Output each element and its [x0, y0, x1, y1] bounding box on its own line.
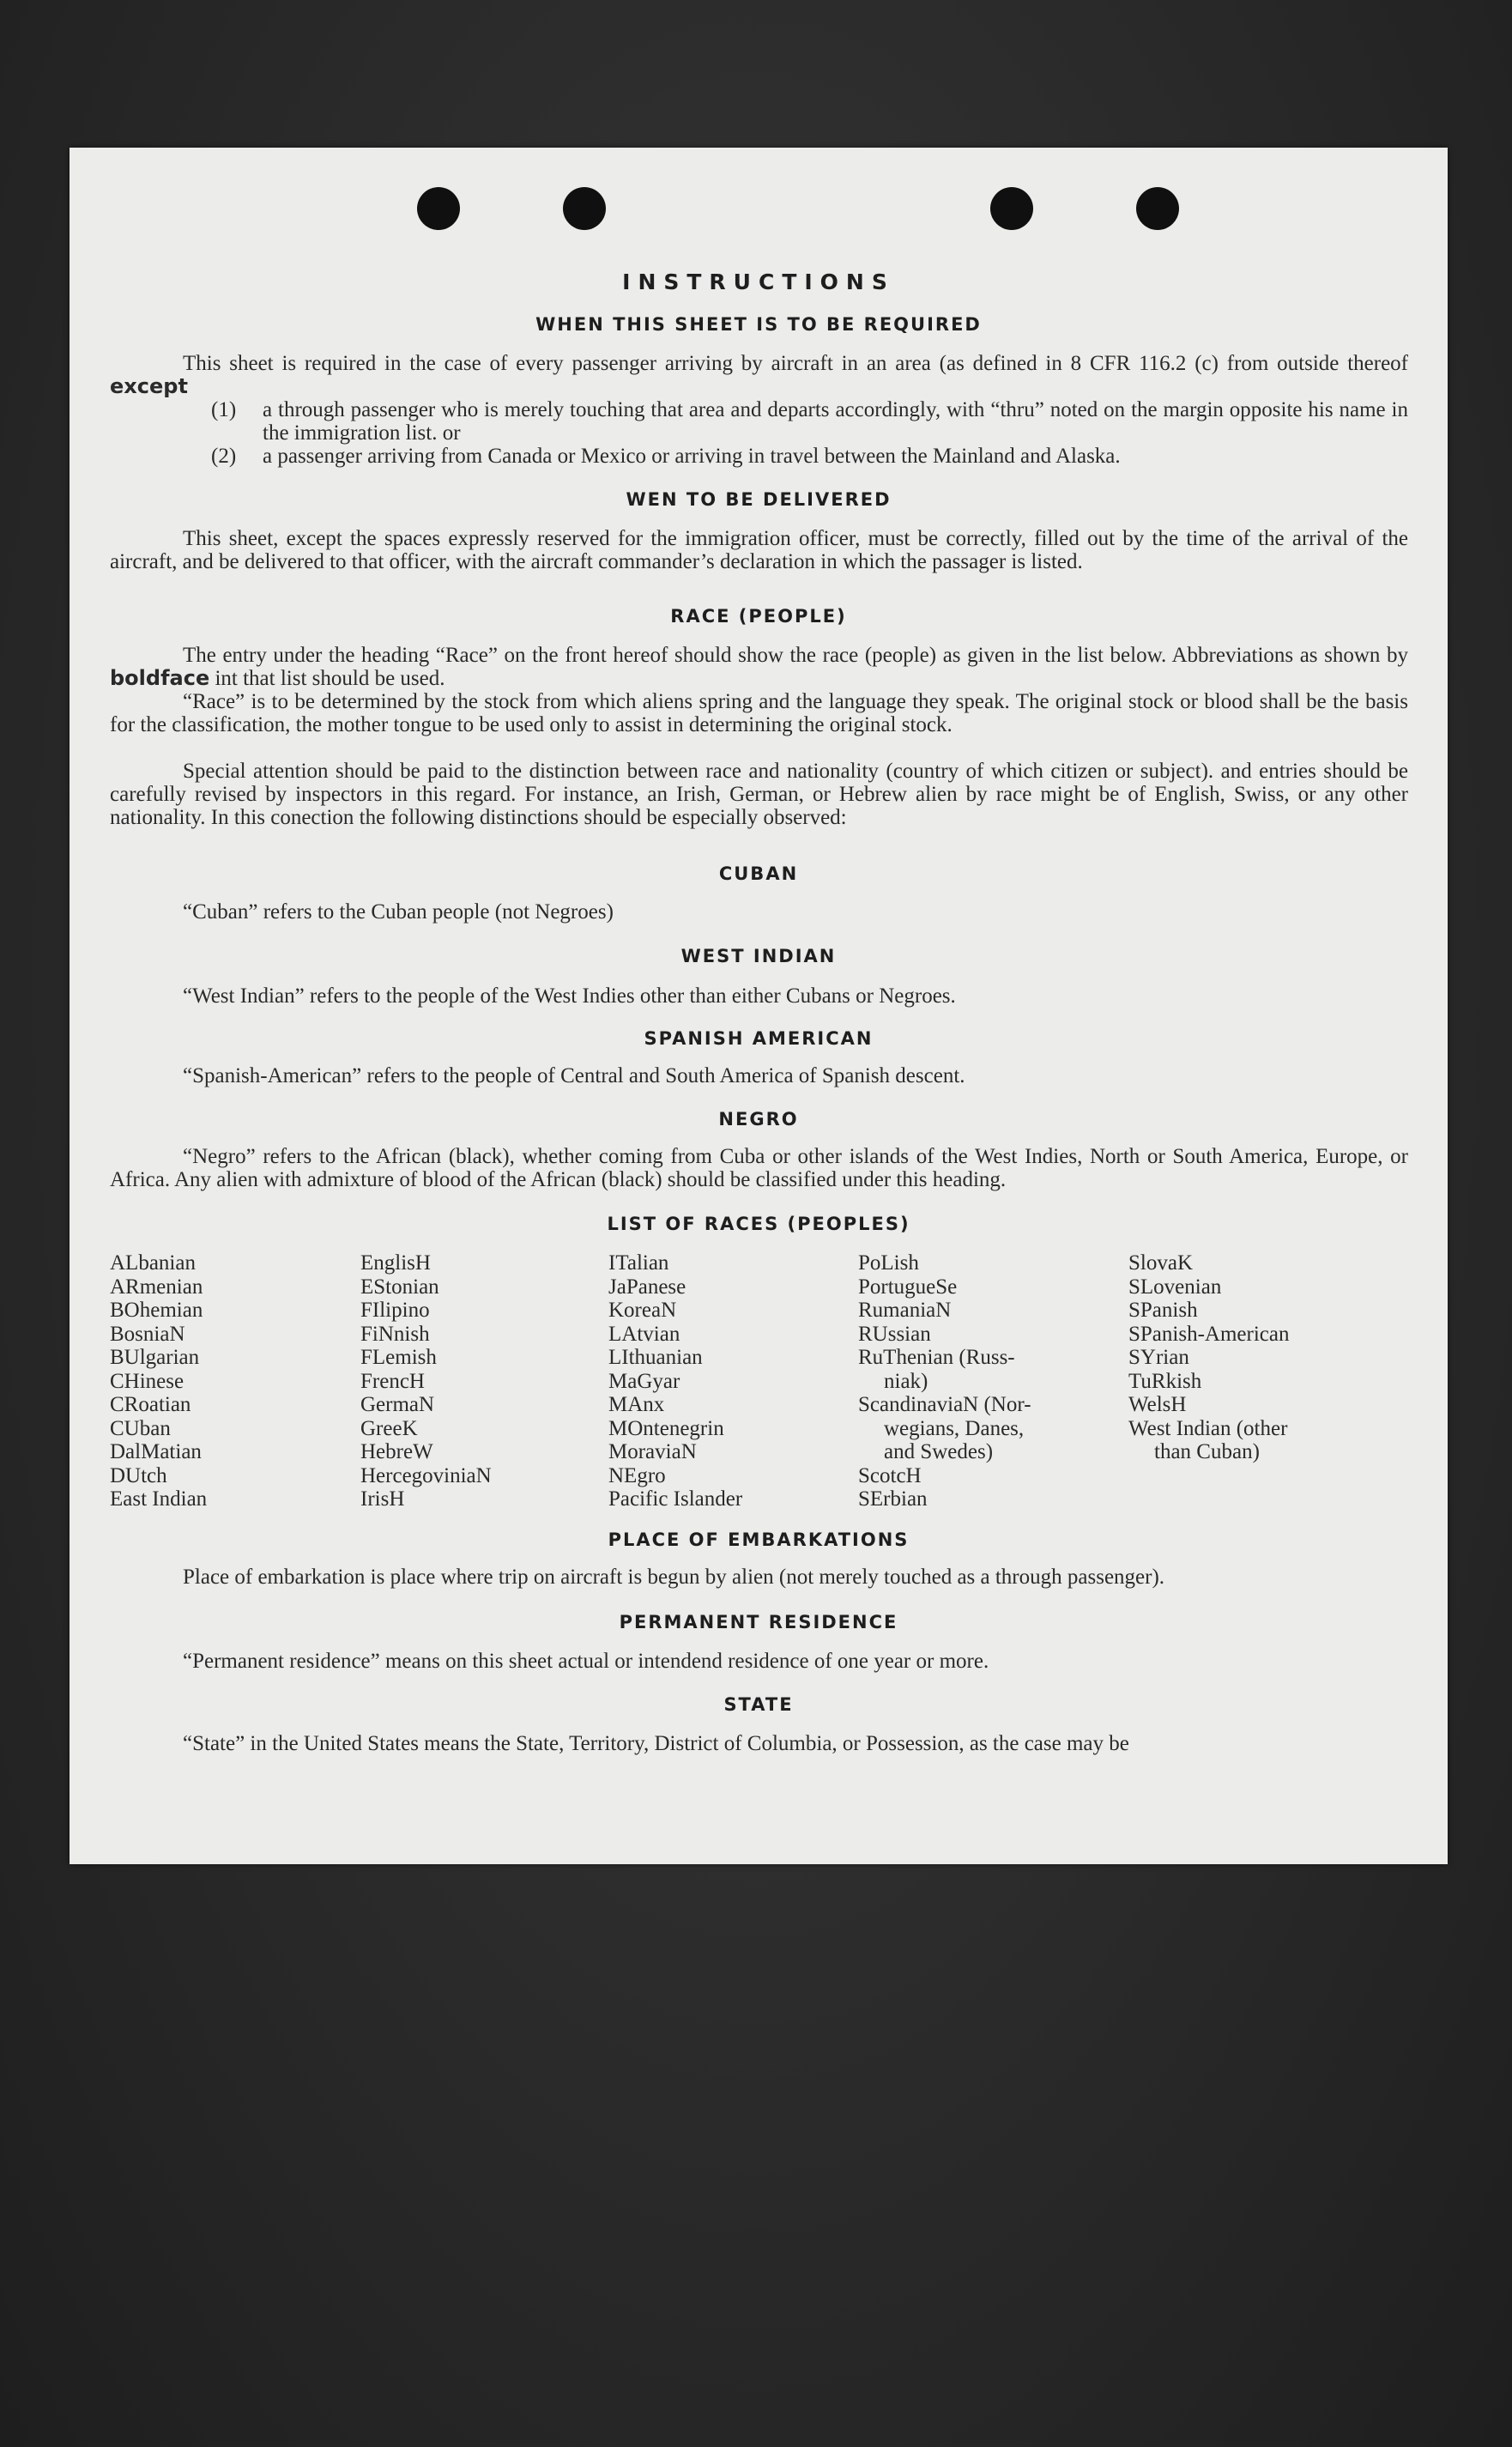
race-entry: RumaniaN: [858, 1299, 952, 1322]
race-entry: IrisH: [360, 1487, 405, 1511]
race-entry: HercegoviniaN: [360, 1463, 492, 1487]
race-entry: CUban: [110, 1416, 171, 1440]
race-entry: HebreW: [360, 1440, 433, 1463]
race-entry: CHinese: [110, 1369, 184, 1393]
race-entry-continued: and Swedes): [884, 1440, 994, 1463]
heading-when-required: WHEN THIS SHEET IS TO BE REQUIRED: [535, 314, 982, 335]
intro-text: This sheet is required in the case of every passenger arriving by aircraft in an area (as defined in 8 CFR 116.2 (c) from outside thereof: [183, 352, 1408, 375]
exception-item-1: [211, 398, 1408, 445]
heading-embarkation: PLACE OF EMBARKATIONS: [608, 1529, 910, 1550]
race-entry: BOhemian: [110, 1299, 203, 1322]
race-entry: ITalian: [608, 1251, 669, 1275]
heading-state: STATE: [723, 1694, 794, 1715]
race-entry: FrencH: [360, 1369, 425, 1393]
heading-when-delivered: WEN TO BE DELIVERED: [626, 489, 892, 510]
spanish-american-text: “Spanish-American” refers to the people of Central and South America of Spanish descent.: [183, 1064, 965, 1087]
race-entry: RuThenian (Russ-: [858, 1346, 1015, 1369]
negro-text: “Negro” refers to the African (black), whether coming from Cuba or other islands of the West Indies, North or South America, Europe, or Africa. Any alien with admixture of blood of the African (black) should be classified under this heading.: [110, 1145, 1408, 1191]
race-entry: NEgro: [608, 1463, 666, 1487]
cuban-text: “Cuban” refers to the Cuban people (not Negroes): [183, 900, 614, 924]
race-entry: PoLish: [858, 1251, 919, 1275]
heading-list-of-races: LIST OF RACES (PEOPLES): [607, 1214, 910, 1234]
races-column-3: [608, 1251, 742, 1511]
race-entry: SLovenian: [1128, 1275, 1222, 1299]
race-p1-a: The entry under the heading “Race” on the front hereof should show the race (people) as given in the list below. Abbreviations as shown by: [183, 644, 1408, 667]
races-column-4: [858, 1251, 1031, 1511]
race-entry: SlovaK: [1128, 1251, 1193, 1275]
race-entry: MOntenegrin: [608, 1416, 724, 1440]
item-number: (1): [211, 398, 237, 421]
race-entry: MAnx: [608, 1393, 665, 1416]
race-entry: DalMatian: [110, 1440, 202, 1463]
race-entry: BosniaN: [110, 1322, 185, 1346]
race-entry: West Indian (other: [1128, 1416, 1288, 1440]
race-entry: CRoatian: [110, 1393, 191, 1416]
race-entry: KoreaN: [608, 1299, 677, 1322]
document-page: [70, 148, 1448, 1864]
race-entry: LAtvian: [608, 1322, 680, 1346]
race-entry: JaPanese: [608, 1275, 686, 1299]
item-number: (2): [211, 445, 237, 468]
race-entry: BUlgarian: [110, 1346, 200, 1369]
race-entry: FiNnish: [360, 1322, 430, 1346]
race-entry: ScandinaviaN (Nor-: [858, 1393, 1031, 1416]
race-entry: TuRkish: [1128, 1369, 1202, 1393]
races-column-2: [360, 1251, 492, 1511]
item-text: a through passenger who is merely touching that area and departs accordingly, with “thru” noted on the margin opposite his name in the immigration list. or: [263, 398, 1408, 445]
race-entry: SPanish: [1128, 1299, 1198, 1322]
race-entry: LIthuanian: [608, 1346, 703, 1369]
race-entry: MoraviaN: [608, 1440, 697, 1463]
when-required-intro: [110, 352, 1408, 398]
punch-hole-4: [1136, 187, 1179, 230]
race-entry: WelsH: [1128, 1393, 1187, 1416]
exception-item-2: [211, 445, 1408, 468]
west-indian-text: “West Indian” refers to the people of the West Indies other than either Cubans or Negroes.: [183, 984, 956, 1008]
race-entry: PortugueSe: [858, 1275, 958, 1299]
race-entry: GermaN: [360, 1393, 435, 1416]
embarkation-text: Place of embarkation is place where trip on aircraft is begun by alien (not merely touched as a through passenger).: [183, 1566, 1165, 1589]
race-entry: East Indian: [110, 1487, 208, 1511]
race-entry: FIlipino: [360, 1299, 430, 1322]
race-p1-b: int that list should be used.: [215, 667, 445, 690]
race-entry: SPanish-American: [1128, 1322, 1290, 1346]
residence-text: “Permanent residence” means on this sheet actual or intendend residence of one year or more.: [183, 1650, 989, 1673]
race-entry: EnglisH: [360, 1251, 431, 1275]
race-entry: SErbian: [858, 1487, 928, 1511]
heading-spanish-american: SPANISH AMERICAN: [644, 1028, 874, 1049]
punch-hole-1: [417, 187, 460, 230]
race-entry: ALbanian: [110, 1251, 196, 1275]
race-entry: FLemish: [360, 1346, 437, 1369]
race-entry: EStonian: [360, 1275, 439, 1299]
race-entry: SYrian: [1128, 1346, 1189, 1369]
heading-negro: NEGRO: [718, 1109, 799, 1130]
race-paragraph-2: “Race” is to be determined by the stock from which aliens spring and the language they speak. The original stock or blood shall be the basis for the classification, the mother tongue to be used only to assist in determining the original stock.: [110, 690, 1408, 736]
race-entry: ScotcH: [858, 1463, 922, 1487]
when-delivered-text: This sheet, except the spaces expressly reserved for the immigration officer, must be correctly, filled out by the time of the arrival of the aircraft, and be delivered to that officer, with the aircraft commander’s declaration in which the passager is listed.: [110, 527, 1408, 573]
race-entry-continued: wegians, Danes,: [884, 1416, 1025, 1440]
punch-hole-2: [563, 187, 606, 230]
race-paragraph-3: Special attention should be paid to the distinction between race and nationality (country of which citizen or subject). and entries should be carefully revised by inspectors in this regard. For instance, an Irish, German, or Hebrew alien by race might be of English, Swiss, or any other nationality. In this conection the following distinctions should be especially observed:: [110, 760, 1408, 829]
page-title: INSTRUCTIONS: [622, 270, 895, 294]
heading-cuban: CUBAN: [718, 863, 799, 884]
item-text: a passenger arriving from Canada or Mexico or arriving in travel between the Mainland and Alaska.: [263, 445, 1121, 468]
races-column-1: [110, 1251, 207, 1511]
races-column-5: [1128, 1251, 1289, 1464]
race-entry: DUtch: [110, 1463, 167, 1487]
race-entry: RUssian: [858, 1322, 931, 1346]
race-entry: GreeK: [360, 1416, 418, 1440]
punch-hole-3: [990, 187, 1033, 230]
intro-bold-except: except: [110, 374, 188, 398]
race-entry-continued: than Cuban): [1154, 1440, 1260, 1463]
heading-race: RACE (PEOPLE): [670, 606, 847, 627]
state-text: “State” in the United States means the State, Territory, District of Columbia, or Possession, as the case may be: [183, 1732, 1129, 1755]
race-entry: ARmenian: [110, 1275, 203, 1299]
race-entry-continued: niak): [884, 1369, 928, 1393]
race-entry: MaGyar: [608, 1369, 680, 1393]
race-p1-bold: boldface: [110, 666, 210, 690]
heading-permanent-residence: PERMANENT RESIDENCE: [619, 1612, 898, 1632]
race-paragraph-1: [110, 644, 1408, 690]
heading-west-indian: WEST INDIAN: [680, 946, 837, 966]
race-entry: Pacific Islander: [608, 1487, 743, 1511]
